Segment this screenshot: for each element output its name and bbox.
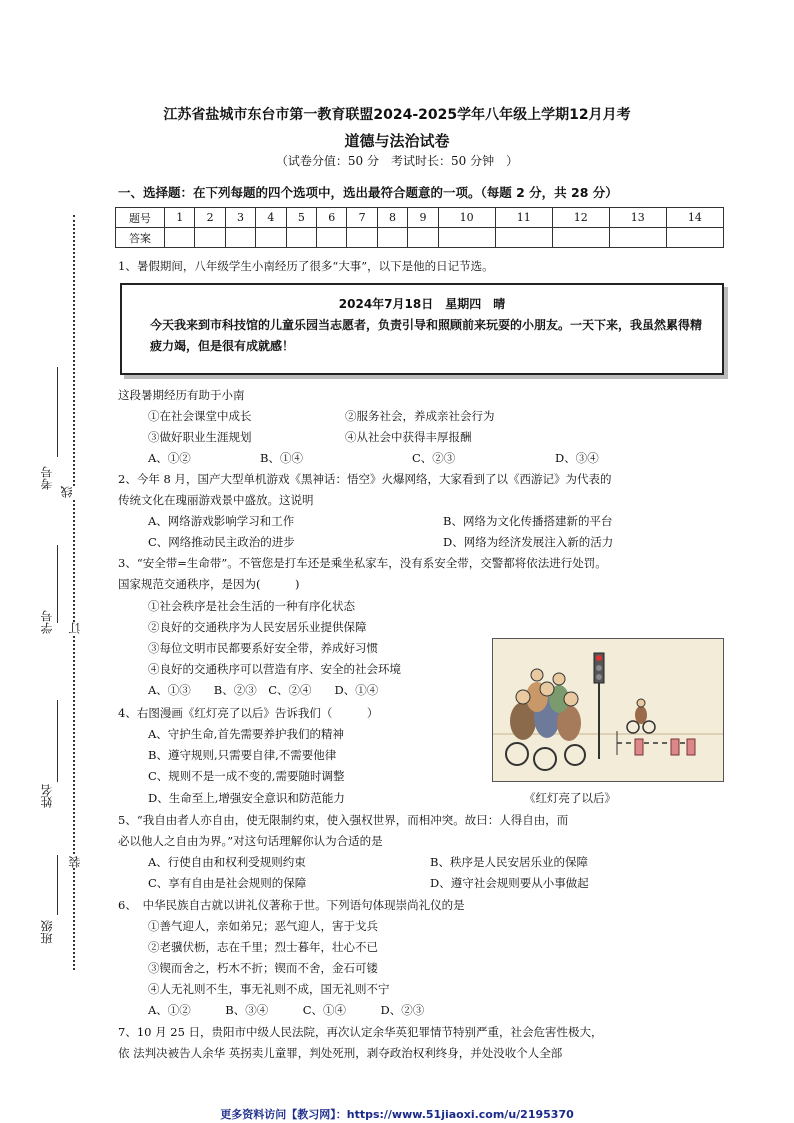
q1-choice-c[interactable]: C、②③ bbox=[412, 451, 456, 465]
q1-option: ①在社会课堂中成长 bbox=[148, 409, 252, 423]
diary-box bbox=[120, 283, 724, 375]
q6-option: ②老骥伏枥，志在千里；烈士暮年，壮心不已 bbox=[148, 940, 378, 954]
answer-cell[interactable] bbox=[286, 228, 316, 248]
q6-option: ③锲而舍之，朽木不折；锲而不舍，金石可镂 bbox=[148, 961, 378, 975]
xuehao-label: 学号 bbox=[40, 610, 54, 634]
number-cell: 9 bbox=[408, 208, 438, 228]
q4-choice-d[interactable]: D、生命至上,增强安全意识和防范能力 bbox=[148, 791, 345, 805]
answer-cell[interactable] bbox=[377, 228, 407, 248]
q5-stem-cont: 必以他人之自由为界。”对这句话理解你认为合适的是 bbox=[118, 834, 383, 848]
exam-subject-title: 道德与法治试卷 bbox=[344, 132, 450, 150]
number-cell: 5 bbox=[286, 208, 316, 228]
q1-choice-b[interactable]: B、①④ bbox=[260, 451, 303, 465]
q2-choice-c[interactable]: C、网络推动民主政治的进步 bbox=[148, 535, 295, 549]
q5-choice-a[interactable]: A、行使自由和权利受规则约束 bbox=[148, 855, 306, 869]
q1-option: ③做好职业生涯规划 bbox=[148, 430, 252, 444]
number-cell: 2 bbox=[195, 208, 225, 228]
q4-stem: 4、右图漫画《红灯亮了以后》告诉我们（ ） bbox=[118, 706, 379, 720]
q1-choice-d[interactable]: D、③④ bbox=[555, 451, 599, 465]
q4-choice-c[interactable]: C、规则不是一成不变的,需要随时调整 bbox=[148, 769, 345, 783]
answer-cell[interactable] bbox=[438, 228, 495, 248]
answer-cell[interactable] bbox=[347, 228, 377, 248]
q6-stem: 6、 中华民族自古就以讲礼仪著称于世。下列语句体现崇尚礼仪的是 bbox=[118, 898, 465, 912]
q3-option: ④良好的交通秩序可以营造有序、安全的社会环境 bbox=[148, 662, 401, 676]
table-row bbox=[116, 228, 724, 248]
answer-table bbox=[115, 207, 724, 248]
number-cell: 14 bbox=[666, 208, 723, 228]
kaohao-fill-line[interactable] bbox=[57, 367, 58, 457]
q3-stem: 3、“安全带=生命带”。不管您是打车还是乘坐私家车，没有系安全带，交警都将依法进行处罚。 bbox=[118, 556, 607, 570]
answer-cell[interactable] bbox=[317, 228, 347, 248]
q2-choice-a[interactable]: A、网络游戏影响学习和工作 bbox=[148, 514, 295, 528]
answer-cell[interactable] bbox=[256, 228, 286, 248]
diary-text: 今天我来到市科技馆的儿童乐园当志愿者，负责引导和照顾前来玩耍的小朋友。一天下来，我虽然累得精疲力竭，但是很有成就感！ bbox=[150, 318, 703, 353]
row-label: 题号 bbox=[116, 208, 165, 228]
binding-label-zhuang: 装 bbox=[68, 856, 82, 868]
q3-option: ①社会秩序是社会生活的一种有序化状态 bbox=[148, 599, 355, 613]
xuehao-fill-line[interactable] bbox=[57, 545, 58, 623]
number-cell: 6 bbox=[317, 208, 347, 228]
q7-stem-cont: 依 法判决被告人余华 英拐卖儿童罪，判处死刑，剥夺政治权利终身，并处没收个人全部 bbox=[118, 1046, 563, 1060]
number-cell: 10 bbox=[438, 208, 495, 228]
answer-cell[interactable] bbox=[195, 228, 225, 248]
number-cell: 11 bbox=[495, 208, 552, 228]
q6-option: ④人无礼则不生，事无礼则不成，国无礼则不宁 bbox=[148, 982, 390, 996]
binding-label-ding: 订 bbox=[68, 622, 82, 634]
q2-stem: 2、今年 8 月，国产大型单机游戏《黑神话：悟空》火爆网络，大家看到了以《西游记》为代表的 bbox=[118, 472, 612, 486]
answer-cell[interactable] bbox=[225, 228, 255, 248]
exam-info: （试卷分值：50 分 考试时长：50 分钟 ） bbox=[275, 154, 519, 168]
answer-cell[interactable] bbox=[408, 228, 438, 248]
number-cell: 1 bbox=[165, 208, 195, 228]
q3-option: ②良好的交通秩序为人民安居乐业提供保障 bbox=[148, 620, 367, 634]
q3-stem-cont: 国家规范交通秩序，是因为( ) bbox=[118, 577, 300, 591]
cartoon-drawing bbox=[493, 639, 723, 781]
q1-option: ④从社会中获得丰厚报酬 bbox=[345, 430, 472, 444]
q5-choice-d[interactable]: D、遵守社会规则要从小事做起 bbox=[430, 876, 589, 890]
number-cell: 4 bbox=[256, 208, 286, 228]
q6-option: ①善气迎人，亲如弟兄；恶气迎人，害于戈兵 bbox=[148, 919, 378, 933]
q1-choice-a[interactable]: A、①② bbox=[148, 451, 191, 465]
table-row bbox=[116, 208, 724, 228]
q3-option: ③每位文明市民都要系好安全带，养成好习惯 bbox=[148, 641, 378, 655]
q1-option: ②服务社会，养成亲社会行为 bbox=[345, 409, 495, 423]
number-cell: 8 bbox=[377, 208, 407, 228]
exam-title: 江苏省盐城市东台市第一教育联盟2024-2025学年八年级上学期12月月考 bbox=[163, 107, 631, 123]
answer-cell[interactable] bbox=[552, 228, 609, 248]
cartoon-caption: 《红灯亮了以后》 bbox=[524, 791, 616, 805]
footer-link[interactable]: 更多资料访问【教习网】：https://www.51jiaoxi.com/u/2195370 bbox=[220, 1108, 574, 1121]
xingming-label: 姓名 bbox=[40, 784, 54, 808]
answer-cell[interactable] bbox=[609, 228, 666, 248]
diary-date: 2024年7月18日 星期四 晴 bbox=[338, 297, 506, 311]
row-label: 答案 bbox=[116, 228, 165, 248]
q2-stem-cont: 传统文化在瑰丽游戏景中盛放。这说明 bbox=[118, 493, 314, 507]
answer-cell[interactable] bbox=[666, 228, 723, 248]
q6-choices[interactable]: A、①② B、③④ C、①④ D、②③ bbox=[148, 1003, 425, 1017]
q1-stem: 1、暑假期间，八年级学生小南经历了很多“大事”，以下是他的日记节选。 bbox=[118, 259, 494, 273]
number-cell: 12 bbox=[552, 208, 609, 228]
xingming-fill-line[interactable] bbox=[57, 700, 58, 782]
kaohao-label: 考号 bbox=[40, 466, 54, 490]
number-cell: 3 bbox=[225, 208, 255, 228]
number-cell: 7 bbox=[347, 208, 377, 228]
q5-stem: 5、“我自由者人亦自由，使无限制约束，使入强权世界，而相冲突。故曰：人得自由，而 bbox=[118, 813, 569, 827]
banji-fill-line[interactable] bbox=[57, 855, 58, 915]
number-cell: 13 bbox=[609, 208, 666, 228]
q2-choice-d[interactable]: D、网络为经济发展注入新的活力 bbox=[443, 535, 614, 549]
banji-label: 班级 bbox=[40, 920, 54, 944]
answer-cell[interactable] bbox=[165, 228, 195, 248]
binding-label-xian: 线 bbox=[60, 486, 74, 498]
q4-choice-a[interactable]: A、守护生命,首先需要养护我们的精神 bbox=[148, 727, 344, 741]
q5-choice-b[interactable]: B、秩序是人民安居乐业的保障 bbox=[430, 855, 588, 869]
q3-choices[interactable]: A、①③ B、②③ C、②④ D、①④ bbox=[148, 683, 379, 697]
cartoon-image bbox=[492, 638, 724, 782]
answer-cell[interactable] bbox=[495, 228, 552, 248]
q7-stem: 7、10 月 25 日，贵阳市中级人民法院，再次认定余华英犯罪情节特别严重，社会危害性极大， bbox=[118, 1025, 603, 1039]
q1-lead: 这段暑期经历有助于小南 bbox=[118, 388, 245, 402]
q2-choice-b[interactable]: B、网络为文化传播搭建新的平台 bbox=[443, 514, 613, 528]
q4-choice-b[interactable]: B、遵守规则,只需要自律,不需要他律 bbox=[148, 748, 337, 762]
q5-choice-c[interactable]: C、享有自由是社会规则的保障 bbox=[148, 876, 307, 890]
section1-heading: 一、选择题：在下列每题的四个选项中，选出最符合题意的一项。（每题 2 分，共 28 分） bbox=[118, 185, 618, 200]
